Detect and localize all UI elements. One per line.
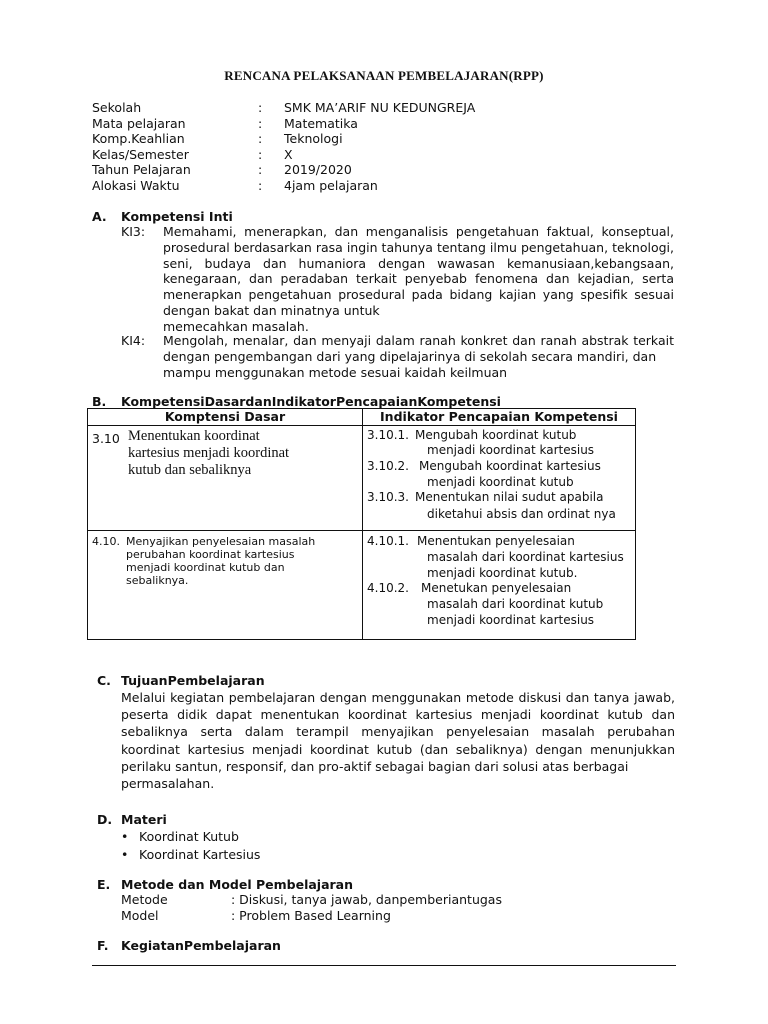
bullet-icon: • bbox=[121, 829, 129, 844]
indikator-cell-4-10 bbox=[363, 531, 636, 640]
indikator-line: Menentukan nilai sudut apabila bbox=[415, 490, 604, 504]
kd-line: kartesius menjadi koordinat bbox=[128, 445, 290, 461]
identity-sep: : bbox=[258, 162, 263, 177]
section-a-heading: Kompetensi Inti bbox=[121, 209, 233, 224]
kd-line: menjadi koordinat kutub dan bbox=[126, 561, 285, 574]
indikator-3-10-list bbox=[363, 426, 635, 530]
ki3-text bbox=[163, 224, 674, 335]
identity-label: Mata pelajaran bbox=[92, 116, 186, 131]
indikator-4-10-list bbox=[363, 531, 635, 639]
table-row bbox=[88, 426, 636, 531]
identity-sep: : bbox=[258, 147, 263, 162]
ki3-body: Memahami, menerapkan, dan menganalisis pengetahuan faktual, konseptual, prosedural berdasarkan rasa ingin tahunya tentang ilmu pengetahuan, teknologi, seni, budaya dan humaniora dengan wawasan kemanusiaan,kebangsaan, kenegaraan, dan peradaban terkait penyebab fenomena dan kejadian, serta menerapkan pengetahuan prosedural pada bidang kajian yang spesifik sesuai dengan bakat dan minatnya untuk bbox=[163, 224, 674, 318]
kd-line: Menentukan koordinat bbox=[128, 428, 260, 444]
identity-sep: : bbox=[258, 100, 263, 115]
indikator-line: menjadi koordinat kutub. bbox=[427, 566, 578, 580]
indikator-line: masalah dari koordinat kutub bbox=[427, 597, 604, 611]
kompetensi-table bbox=[87, 408, 636, 640]
section-d-letter: D. bbox=[97, 812, 113, 827]
table-header-kd: Komptensi Dasar bbox=[88, 409, 363, 426]
identity-value: Teknologi bbox=[284, 131, 343, 146]
ki4-last-line: mampu menggunakan metode sesuai kaidah keilmuan bbox=[163, 364, 508, 380]
identity-value: SMK MA’ARIF NU KEDUNGREJA bbox=[284, 100, 476, 115]
list-item: Koordinat Kutub bbox=[139, 829, 239, 844]
ki4-body: Mengolah, menalar, dan menyaji dalam ranah konkret dan ranah abstrak terkait dengan pengembangan dari yang dipelajarinya di sekolah secara mandiri, dan bbox=[163, 333, 674, 364]
section-b-heading: KompetensiDasardanIndikatorPencapaianKompetensi bbox=[121, 394, 501, 409]
kd-line: Menyajikan penyelesaian masalah bbox=[126, 535, 316, 548]
indikator-number: 4.10.1. bbox=[367, 534, 409, 548]
bullet-icon: • bbox=[121, 847, 129, 862]
identity-value: 2019/2020 bbox=[284, 162, 352, 177]
identity-label: Tahun Pelajaran bbox=[92, 162, 191, 177]
metode-value: : Diskusi, tanya jawab, danpemberiantugas bbox=[231, 892, 502, 907]
indikator-line: Menentukan penyelesaian bbox=[417, 534, 575, 548]
identity-sep: : bbox=[258, 116, 263, 131]
identity-label: Komp.Keahlian bbox=[92, 131, 185, 146]
indikator-line: Mengubah koordinat kutub bbox=[415, 428, 577, 442]
section-d-heading: Materi bbox=[121, 812, 167, 827]
tujuan-body: Melalui kegiatan pembelajaran dengan menggunakan metode diskusi dan tanya jawab, peserta didik dapat menentukan koordinat kartesius menjadi koordinat kutub dan sebaliknya serta dalam terampil menyajikan penyelesaian masalah perubahan koordinat kartesius menjadi koordinat kutub (dan sebaliknya) dengan menunjukkan perilaku santun, responsif, dan pro-aktif sebagai bagian dari solusi atas berbagai bbox=[121, 690, 675, 774]
ki4-label: KI4: bbox=[121, 333, 146, 348]
section-f-letter: F. bbox=[97, 938, 109, 953]
identity-value: X bbox=[284, 147, 293, 162]
kd-number: 3.10 bbox=[92, 431, 120, 446]
section-e-letter: E. bbox=[97, 877, 111, 892]
document-title: RENCANA PELAKSANAAN PEMBELAJARAN(RPP) bbox=[224, 68, 544, 83]
section-f-heading: KegiatanPembelajaran bbox=[121, 938, 281, 953]
kd-cell-3-10 bbox=[88, 426, 363, 531]
indikator-number: 3.10.1. bbox=[367, 428, 409, 442]
indikator-number: 4.10.2. bbox=[367, 581, 409, 595]
identity-sep: : bbox=[258, 131, 263, 146]
indikator-line: masalah dari koordinat kartesius bbox=[427, 550, 624, 564]
identity-value: Matematika bbox=[284, 116, 358, 131]
identity-sep: : bbox=[258, 178, 263, 193]
identity-value: 4jam pelajaran bbox=[284, 178, 378, 193]
identity-label: Sekolah bbox=[92, 100, 142, 115]
table-row bbox=[88, 531, 636, 640]
indikator-line: diketahui absis dan ordinat nya bbox=[427, 507, 616, 521]
section-e-heading: Metode dan Model Pembelajaran bbox=[121, 877, 354, 892]
ki3-label: KI3: bbox=[121, 224, 146, 239]
section-a-letter: A. bbox=[92, 209, 107, 224]
model-value: : Problem Based Learning bbox=[231, 908, 391, 923]
table-header-row bbox=[88, 409, 636, 426]
identity-label: Alokasi Waktu bbox=[92, 178, 180, 193]
kd-4-10-text bbox=[88, 531, 362, 639]
indikator-cell-3-10 bbox=[363, 426, 636, 531]
indikator-line: Menetukan penyelesaian bbox=[421, 581, 572, 595]
table-header-indikator: Indikator Pencapaian Kompetensi bbox=[363, 409, 636, 426]
kd-line: perubahan koordinat kartesius bbox=[126, 548, 295, 561]
tujuan-text bbox=[121, 689, 675, 792]
indikator-line: menjadi koordinat kartesius bbox=[427, 613, 595, 627]
section-b-letter: B. bbox=[92, 394, 107, 409]
model-label: Model bbox=[121, 908, 159, 923]
indikator-number: 3.10.3. bbox=[367, 490, 409, 504]
identity-label: Kelas/Semester bbox=[92, 147, 189, 162]
metode-label: Metode bbox=[121, 892, 168, 907]
indikator-line: menjadi koordinat kartesius bbox=[427, 443, 595, 457]
section-c-letter: C. bbox=[97, 673, 111, 688]
kd-cell-4-10 bbox=[88, 531, 363, 640]
ki4-text bbox=[163, 333, 674, 380]
kd-3-10-text bbox=[88, 426, 362, 530]
indikator-line: Mengubah koordinat kartesius bbox=[419, 459, 601, 473]
kd-line: sebaliknya. bbox=[126, 574, 189, 587]
ki3-last-line: memecahkan masalah. bbox=[163, 318, 309, 334]
tujuan-last-line: permasalahan. bbox=[121, 776, 215, 792]
section-c-heading: TujuanPembelajaran bbox=[121, 673, 265, 688]
list-item: Koordinat Kartesius bbox=[139, 847, 261, 862]
footer-divider bbox=[92, 965, 676, 966]
kd-line: kutub dan sebaliknya bbox=[128, 462, 252, 478]
kd-number: 4.10. bbox=[92, 535, 120, 548]
indikator-number: 3.10.2. bbox=[367, 459, 409, 473]
indikator-line: menjadi koordinat kutub bbox=[427, 475, 574, 489]
